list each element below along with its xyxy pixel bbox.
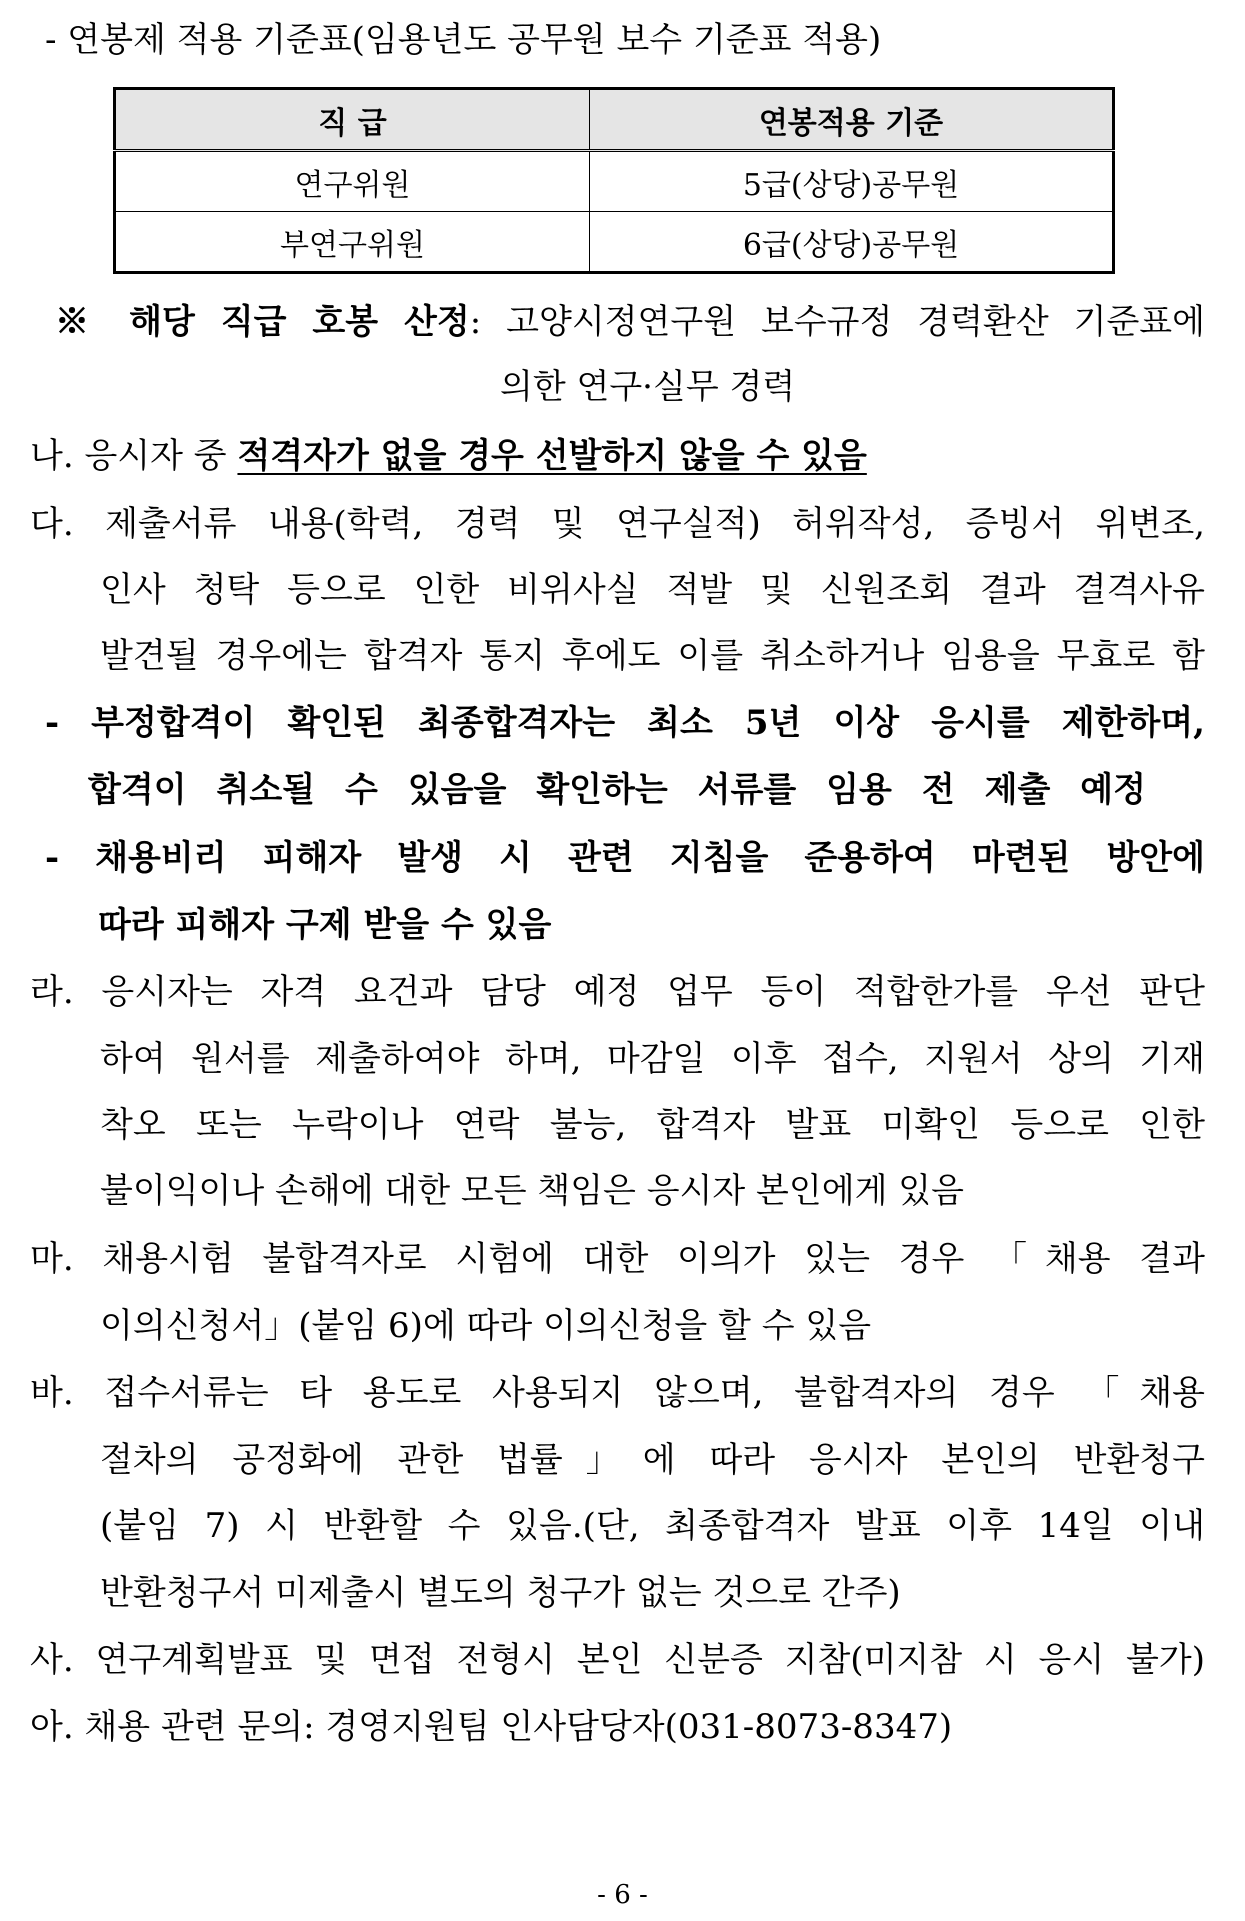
page-number: - 6 - bbox=[597, 1880, 648, 1910]
item-na-prefix: 나. 응시자 중 bbox=[30, 436, 238, 476]
table-cell: 부연구위원 bbox=[115, 212, 590, 273]
table-cell: 연구위원 bbox=[115, 151, 590, 212]
item-na bbox=[30, 434, 867, 478]
item-da-line-3: 발견될 경우에는 합격자 통지 후에도 이를 취소하거나 임용을 무효로 함 bbox=[100, 636, 1205, 676]
item-da-line-1: 다. 제출서류 내용(학력, 경력 및 연구실적) 허위작성, 증빙서 위변조, bbox=[30, 504, 1205, 544]
item-ra-line-2: 하여 원서를 제출하여야 하며, 마감일 이후 접수, 지원서 상의 기재 bbox=[100, 1039, 1205, 1079]
dash2-line-2: 따라 피해자 구제 받을 수 있음 bbox=[98, 905, 552, 945]
item-da-line-2: 인사 청탁 등으로 인한 비위사실 적발 및 신원조회 결과 결격사유 bbox=[100, 570, 1205, 610]
intro-line: - 연봉제 적용 기준표(임용년도 공무원 보수 기준표 적용) bbox=[45, 20, 882, 60]
item-ra-line-4: 불이익이나 손해에 대한 모든 책임은 응시자 본인에게 있음 bbox=[100, 1171, 964, 1211]
item-ra-line-3: 착오 또는 누락이나 연락 불능, 합격자 발표 미확인 등으로 인한 bbox=[100, 1105, 1205, 1145]
item-ba-line-2: 절차의 공정화에 관한 법률」에 따라 응시자 본인의 반환청구 bbox=[100, 1440, 1205, 1480]
note-line-1 bbox=[55, 300, 1205, 344]
item-sa: 사. 연구계획발표 및 면접 전형시 본인 신분증 지참(미지참 시 응시 불가) bbox=[30, 1640, 1205, 1680]
item-ba-line-3: (붙임 7) 시 반환할 수 있음.(단, 최종합격자 발표 이후 14일 이내 bbox=[100, 1506, 1205, 1546]
salary-standard-table bbox=[113, 87, 1115, 274]
table-row bbox=[115, 212, 1114, 273]
dash1-line-2: 합격이 취소될 수 있음을 확인하는 서류를 임용 전 제출 예정 bbox=[88, 770, 1146, 810]
item-ba-line-4: 반환청구서 미제출시 별도의 청구가 없는 것으로 간주) bbox=[100, 1573, 901, 1613]
table-cell: 6급(상당)공무원 bbox=[590, 212, 1114, 273]
item-ra-line-1: 라. 응시자는 자격 요건과 담당 예정 업무 등이 적합한가를 우선 판단 bbox=[30, 972, 1205, 1012]
note-bold: ※ 해당 직급 호봉 산정 bbox=[55, 302, 470, 342]
table-row bbox=[115, 151, 1114, 212]
table-cell: 5급(상당)공무원 bbox=[590, 151, 1114, 212]
item-ma-line-1: 마. 채용시험 불합격자로 시험에 대한 이의가 있는 경우 「채용 결과 bbox=[30, 1239, 1205, 1279]
dash1-line-1: - 부정합격이 확인된 최종합격자는 최소 5년 이상 응시를 제한하며, bbox=[45, 703, 1205, 743]
table-header-row bbox=[115, 89, 1114, 151]
dash2-line-1: - 채용비리 피해자 발생 시 관련 지침을 준용하여 마련된 방안에 bbox=[45, 838, 1205, 878]
table-header-standard: 연봉적용 기준 bbox=[590, 89, 1114, 151]
item-ma-line-2: 이의신청서」(붙임 6)에 따라 이의신청을 할 수 있음 bbox=[100, 1306, 872, 1346]
item-ba-line-1: 바. 접수서류는 타 용도로 사용되지 않으며, 불합격자의 경우 「채용 bbox=[30, 1373, 1205, 1413]
note-rest: : 고양시정연구원 보수규정 경력환산 기준표에 bbox=[469, 302, 1205, 342]
note-line-2: 의한 연구·실무 경력 bbox=[500, 367, 796, 407]
item-na-underlined: 적격자가 없을 경우 선발하지 않을 수 있음 bbox=[237, 436, 867, 476]
table-header-rank: 직 급 bbox=[115, 89, 590, 151]
item-a: 아. 채용 관련 문의: 경영지원팀 인사담당자(031-8073-8347) bbox=[30, 1707, 953, 1747]
